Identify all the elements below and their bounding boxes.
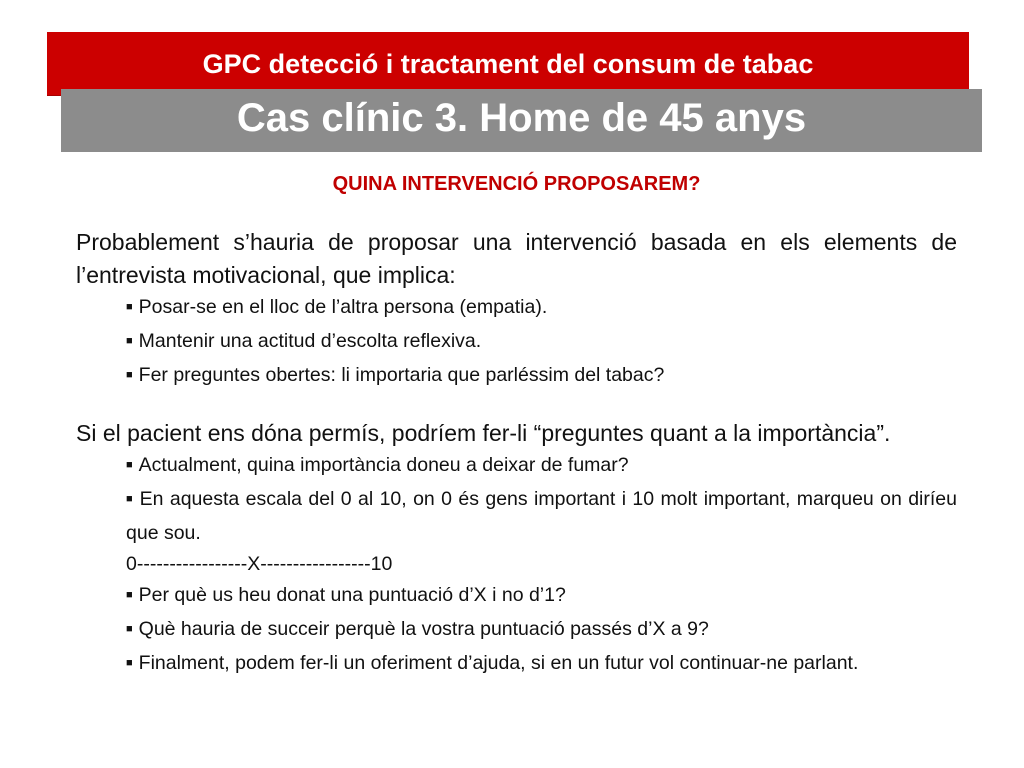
list-item: ■ Fer preguntes obertes: li importaria que parléssim del tabac? bbox=[126, 364, 665, 386]
case-title-banner bbox=[61, 89, 982, 152]
list-item: ■ Actualment, quina importància doneu a deixar de fumar? bbox=[126, 454, 629, 476]
list-item: ■ Finalment, podem fer-li un oferiment d’ajuda, si en un futur vol continuar-ne parlant. bbox=[126, 652, 859, 674]
importance-bullet-list bbox=[76, 450, 957, 549]
intro-paragraph: Probablement s’hauria de proposar una intervenció basada en els elements de l’entrevista motivacional, que implica: bbox=[76, 229, 957, 288]
intro-bullet-list bbox=[76, 292, 957, 394]
list-item: ■ Què hauria de succeir perquè la vostra puntuació passés d’X a 9? bbox=[126, 618, 709, 640]
list-item: ■ Mantenir una actitud d’escolta reflexiva. bbox=[126, 330, 482, 352]
square-bullet-icon: ■ bbox=[126, 335, 133, 347]
second-paragraph: Si el pacient ens dóna permís, podríem fer-li “preguntes quant a la importància”. bbox=[76, 420, 891, 446]
square-bullet-icon: ■ bbox=[126, 301, 133, 313]
slide-content bbox=[76, 168, 957, 682]
square-bullet-icon: ■ bbox=[126, 459, 133, 471]
list-item: ■ En aquesta escala del 0 al 10, on 0 és gens important i 10 molt important, marqueu on diríeu que sou. bbox=[126, 488, 957, 544]
importance-scale: 0-----------------X-----------------10 bbox=[126, 553, 393, 575]
list-item: ■ Posar-se en el lloc de l’altra persona (empatia). bbox=[126, 296, 548, 318]
square-bullet-icon: ■ bbox=[126, 369, 133, 381]
case-title: Cas clínic 3. Home de 45 anys bbox=[236, 96, 807, 140]
spacer bbox=[76, 394, 957, 417]
guide-title: GPC detecció i tractament del consum de tabac bbox=[202, 49, 814, 79]
question-heading: QUINA INTERVENCIÓ PROPOSAREM? bbox=[332, 173, 701, 195]
square-bullet-icon: ■ bbox=[126, 623, 133, 635]
square-bullet-icon: ■ bbox=[126, 493, 134, 505]
followup-bullet-list bbox=[76, 580, 957, 682]
square-bullet-icon: ■ bbox=[126, 589, 133, 601]
square-bullet-icon: ■ bbox=[126, 657, 133, 669]
list-item: ■ Per què us heu donat una puntuació d’X i no d’1? bbox=[126, 584, 566, 606]
guide-title-banner bbox=[47, 32, 969, 96]
